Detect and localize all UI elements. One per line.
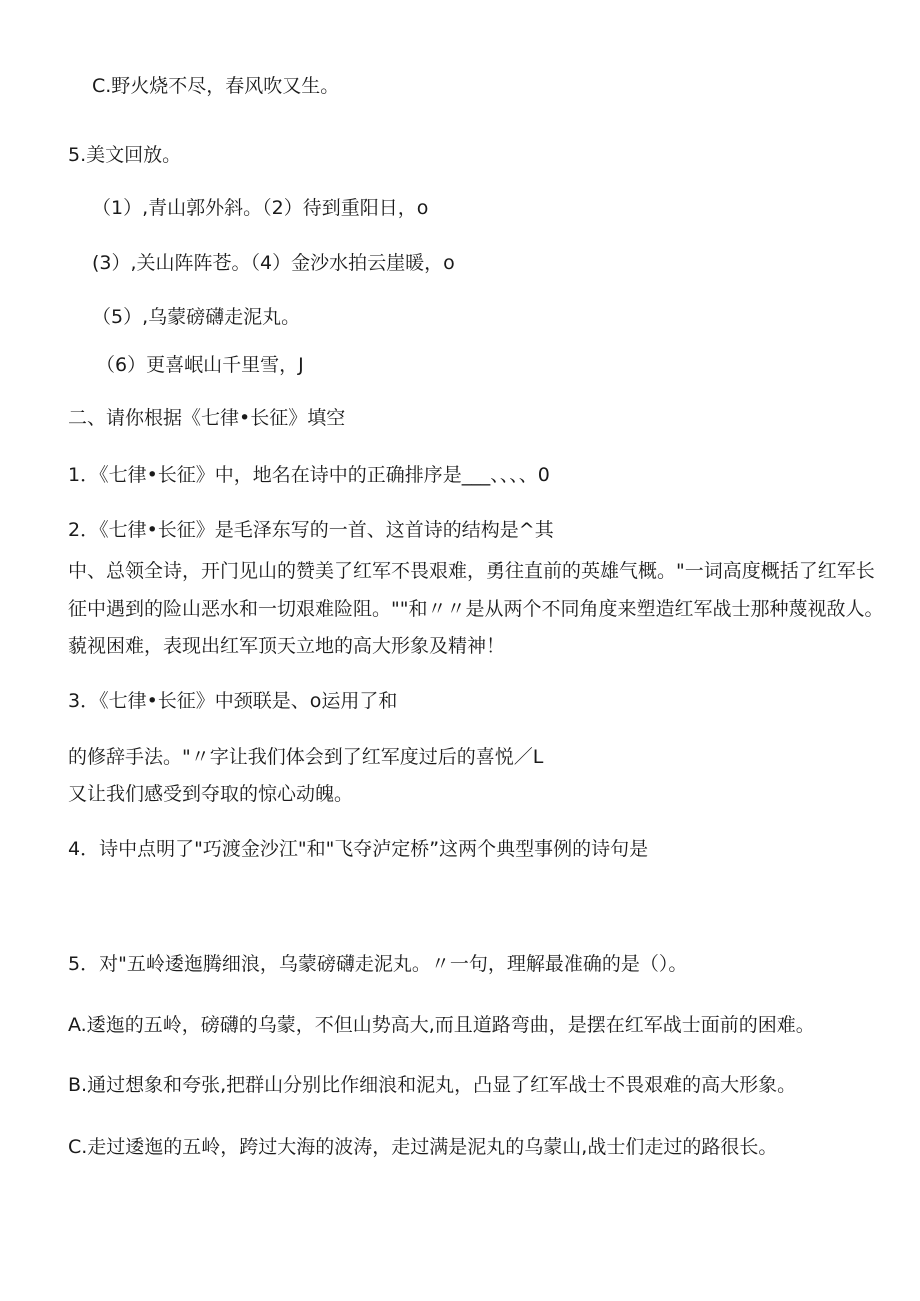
- q5-item-1-2: （1）,青山郭外斜。（2）待到重阳日，o: [92, 197, 429, 219]
- s2-question-4: 4．诗中点明了"巧渡金沙江"和"飞夺泸定桥”这两个典型事例的诗句是: [68, 838, 649, 860]
- q5-item-5: （5）,乌蒙磅礴走泥丸。: [92, 306, 301, 328]
- s2-question-5: 5．对"五岭逶迤腾细浪，乌蒙磅礴走泥丸。〃一句，理解最准确的是（）。: [68, 953, 688, 975]
- section2-title: 二、请你根据《七律•长征》填空: [68, 407, 346, 429]
- s2-question-2-line-2: 中、总领全诗，开门见山的赞美了红军不畏艰难，勇往直前的英雄气概。"一词高度概括了红军长: [68, 560, 875, 582]
- s2-q5-option-c: C.走过逶迤的五岭，跨过大海的波涛，走过满是泥丸的乌蒙山,战士们走过的路很长。: [68, 1136, 778, 1158]
- s2-question-3-line-2: 的修辞手法。"〃字让我们体会到了红军度过后的喜悦／L: [68, 746, 544, 768]
- s2-q5-option-a: A.逶迤的五岭，磅礴的乌蒙，不但山势高大,而且道路弯曲，是摆在红军战士面前的困难。: [68, 1014, 815, 1036]
- q5-item-6: （6）更喜岷山千里雪，J: [96, 354, 304, 376]
- s2-question-2-line-4: 藐视困难，表现出红军顶天立地的高大形象及精神！: [68, 635, 506, 657]
- s2-q5-option-b: B.通过想象和夸张,把群山分别比作细浪和泥丸，凸显了红军战士不畏艰难的高大形象。: [68, 1074, 797, 1096]
- q5-heading: 5.美文回放。: [68, 144, 182, 166]
- s2-question-2-line-1: 2．《七律•长征》是毛泽东写的一首、这首诗的结构是^其: [68, 519, 554, 541]
- s2-question-3-line-1: 3．《七律•长征》中颈联是、o运用了和: [68, 690, 398, 712]
- s2-question-2-line-3: 征中遇到的险山恶水和一切艰难险阻。""和〃〃是从两个不同角度来塑造红军战士那种蔑视敌人。: [68, 598, 884, 620]
- s2-question-1: 1．《七律•长征》中，地名在诗中的正确排序是___、、、、0: [68, 464, 550, 486]
- q5-item-3-4: (3）,关山阵阵苍。（4）金沙水拍云崖暖，o: [92, 252, 455, 274]
- s2-question-3-line-3: 又让我们感受到夺取的惊心动魄。: [68, 783, 354, 805]
- q4-option-c: C.野火烧不尽，春风吹又生。: [92, 75, 340, 97]
